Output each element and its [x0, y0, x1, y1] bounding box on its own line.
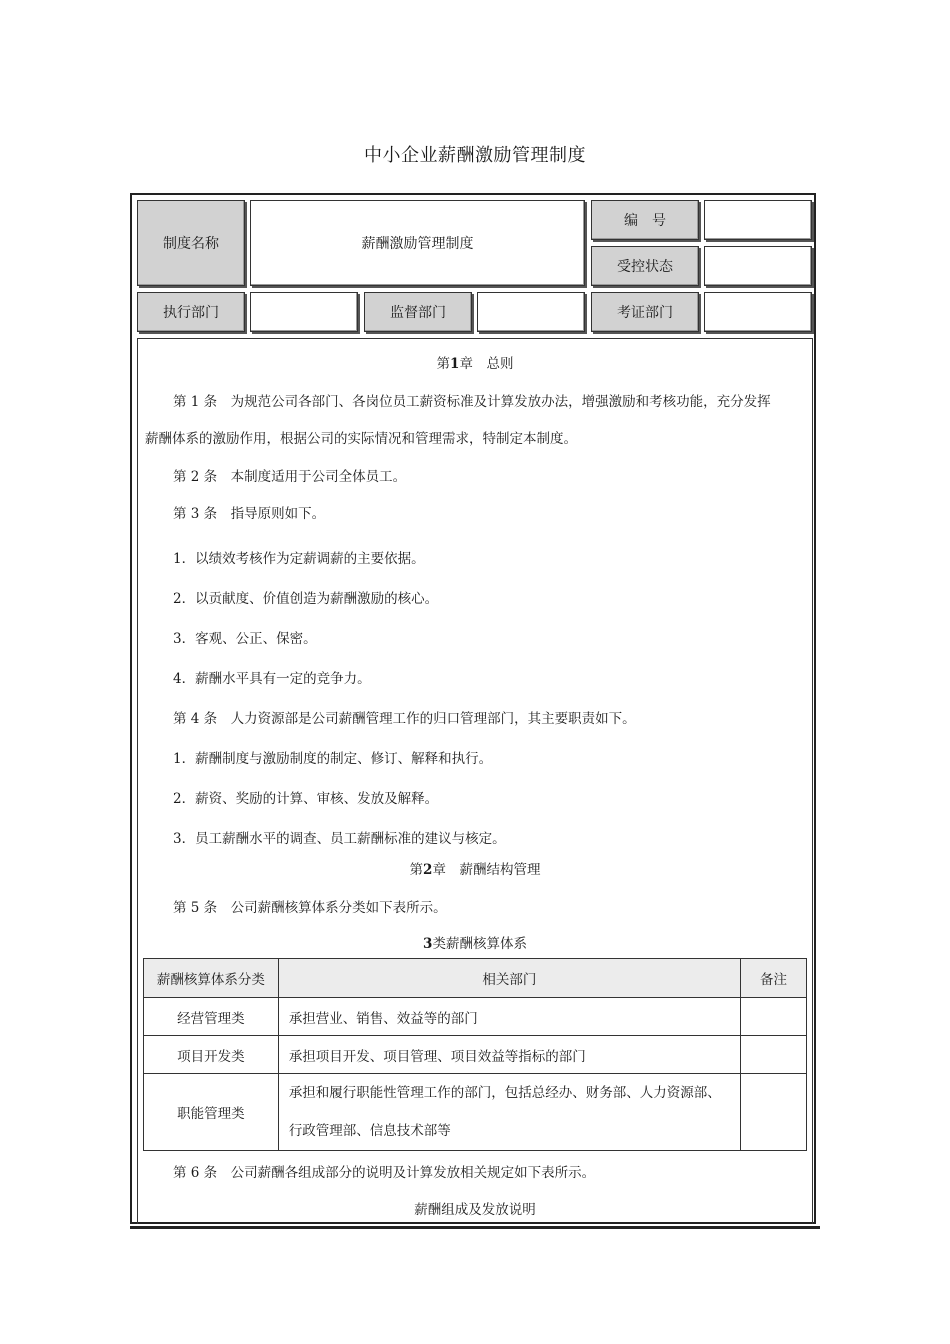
table-row: [144, 1036, 807, 1074]
table-cell-category: 经营管理类: [144, 998, 279, 1036]
article-2: 第 2 条 本制度适用于公司全体员工。: [173, 469, 407, 485]
chapter-prefix: 第: [409, 862, 424, 878]
table-caption-text: 类薪酬核算体系: [432, 936, 527, 952]
exec-dept-field[interactable]: [250, 292, 358, 332]
table-header-cell: 备注: [741, 959, 807, 998]
duty-item: 1．薪酬制度与激励制度的制定、修订、解释和执行。: [173, 751, 493, 767]
table-2-caption: 薪酬组成及发放说明: [414, 1202, 536, 1218]
table-header-cell: 相关部门: [278, 959, 740, 998]
article-5: 第 5 条 公司薪酬核算体系分类如下表所示。: [173, 900, 447, 916]
frame-bottom-rule: [130, 1226, 820, 1229]
table-caption: [0, 932, 950, 952]
table-cell-category: 职能管理类: [144, 1074, 279, 1151]
chapter-suffix: 章 总则: [459, 356, 514, 372]
control-status-field[interactable]: [704, 246, 812, 286]
document-title: 中小企业薪酬激励管理制度: [364, 145, 586, 166]
table-cell-dept: 承担项目开发、项目管理、项目效益等指标的部门: [278, 1036, 740, 1074]
chapter-num: 2: [423, 862, 433, 878]
table-caption-num: 3: [423, 936, 433, 952]
article-1-line-1: 第 1 条 为规范公司各部门、各岗位员工薪资标准及计算发放办法，增强激励和考核功能，充分发挥: [173, 394, 771, 410]
number-label: 编 号: [591, 200, 699, 240]
table-cell-note: [741, 998, 807, 1036]
table-row: [144, 998, 807, 1036]
chapter-prefix: 第: [436, 356, 451, 372]
chapter-num: 1: [450, 356, 460, 372]
salary-system-table: [143, 958, 807, 1151]
exec-dept-label: 执行部门: [137, 292, 245, 332]
supervise-dept-field[interactable]: [477, 292, 585, 332]
audit-dept-field[interactable]: [704, 292, 812, 332]
table-cell-note: [741, 1036, 807, 1074]
principle-item: 4．薪酬水平具有一定的竞争力。: [173, 671, 371, 687]
table-row: [144, 1074, 807, 1151]
chapter-1-heading: [0, 352, 950, 372]
number-field[interactable]: [704, 200, 812, 240]
duty-item: 3．员工薪酬水平的调查、员工薪酬标准的建议与核定。: [173, 831, 506, 847]
article-6: 第 6 条 公司薪酬各组成部分的说明及计算发放相关规定如下表所示。: [173, 1165, 596, 1181]
system-name-label: 制度名称: [137, 200, 245, 286]
table-header-row: [144, 959, 807, 998]
table-cell-dept: 承担营业、销售、效益等的部门: [278, 998, 740, 1036]
chapter-2-heading: [0, 858, 950, 878]
supervise-dept-label: 监督部门: [364, 292, 472, 332]
principle-item: 1．以绩效考核作为定薪调薪的主要依据。: [173, 551, 425, 567]
article-3: 第 3 条 指导原则如下。: [173, 506, 326, 522]
table-cell-note: [741, 1074, 807, 1151]
chapter-suffix: 章 薪酬结构管理: [432, 862, 541, 878]
system-name-value: 薪酬激励管理制度: [250, 200, 585, 286]
table-cell-category: 项目开发类: [144, 1036, 279, 1074]
audit-dept-label: 考证部门: [591, 292, 699, 332]
principle-item: 2．以贡献度、价值创造为薪酬激励的核心。: [173, 591, 439, 607]
principle-item: 3．客观、公正、保密。: [173, 631, 317, 647]
article-4: 第 4 条 人力资源部是公司薪酬管理工作的归口管理部门，其主要职责如下。: [173, 711, 636, 727]
table-header-cell: 薪酬核算体系分类: [144, 959, 279, 998]
table-cell-dept: 承担和履行职能性管理工作的部门，包括总经办、财务部、人力资源部、行政管理部、信息技术部等: [278, 1074, 740, 1151]
article-1-line-2: 薪酬体系的激励作用，根据公司的实际情况和管理需求，特制定本制度。: [145, 431, 577, 447]
control-status-label: 受控状态: [591, 246, 699, 286]
duty-item: 2．薪资、奖励的计算、审核、发放及解释。: [173, 791, 439, 807]
